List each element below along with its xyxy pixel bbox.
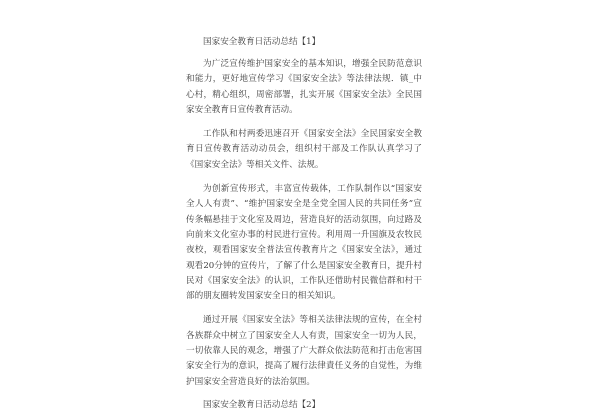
paragraph-intro: 为广泛宣传维护国家安全的基本知识，增强全民防范意识和能力，更好地宣传学习《国家安全法》等法律法规．镇_中心村，精心组织，周密部署，扎实开展《国家安全法》全民国家安全教育日宣传教育活动。	[186, 59, 422, 115]
paragraph-meeting: 工作队和村两委迅速召开《国家安全法》全民国家安全教育日宣传教育活动动员会，组织村干部及工作队认真学习了《国家安全法》等相关文件、法规。	[186, 129, 422, 170]
document-body	[186, 36, 422, 411]
section-title-1: 国家安全教育日活动总结【1】	[203, 37, 321, 47]
paragraph-conclusion: 通过开展《国家安全法》等相关法律法规的宣传，在全村各族群众中树立了国家安全人人有责，国家安全一切为人民，一切依靠人民的观念，增强了广大群众依法防范和打击危害国家安全行为的意识，提高了履行法律責任义务的自觉性，为维护国家安全营造良好的法治氛围。	[186, 315, 422, 387]
paragraph-publicity: 为创新宣传形式，丰富宣传载体，工作队制作以“国家安全人人有责”、“维护国家安全是全党全国人民的共同任务”宣传条幅悬挂于文化室及周边，营造良好的活动氛围，向过路及向前来文化室办事的村民进行宣传。利用周一升国旗及农牧民夜校，观看国家安全普法宣传教育片之《国家安全法》，通过观看20分钟的宣传片，了解了什么是国家安全教育日，提升村民对《国家安全法》的认识，工作队还借助村民微信群和村干部的朋友圈转发国家安全日的相关知识。	[186, 184, 422, 302]
section-title-2: 国家安全教育日活动总结【2】	[203, 399, 321, 410]
